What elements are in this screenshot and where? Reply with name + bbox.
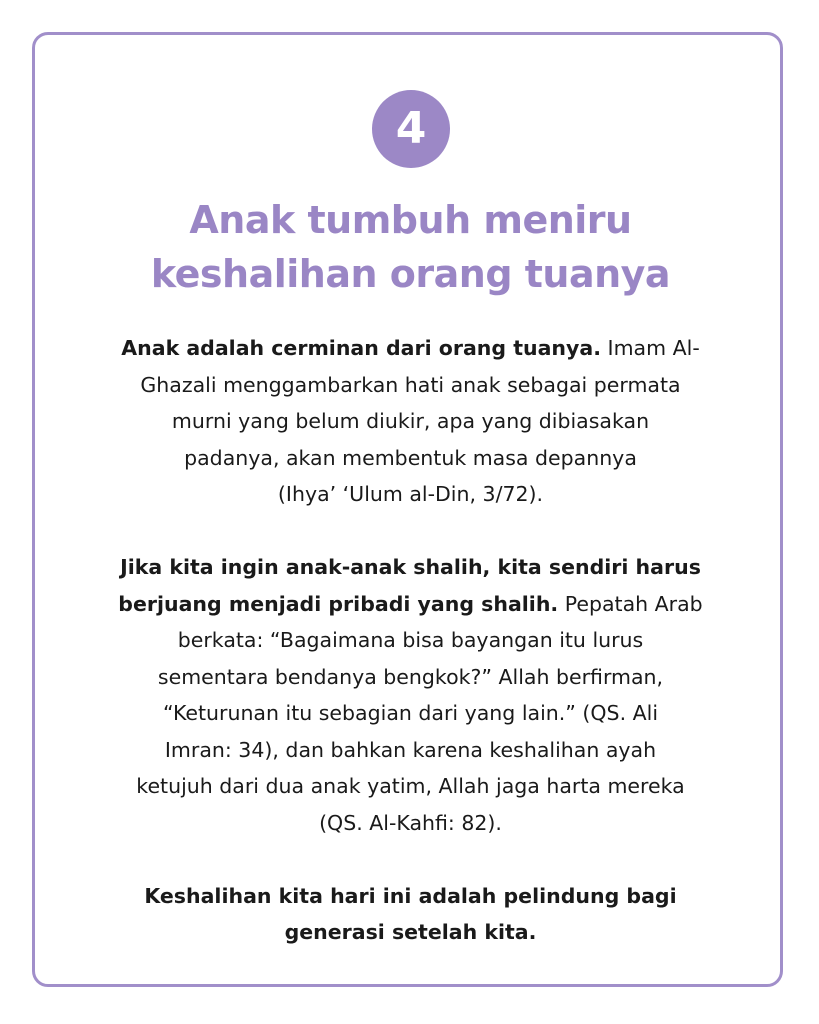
paragraph-2-line-1: Jika kita ingin anak-anak shalih, kita sendiri harus [120,555,701,579]
paragraph-2-line-6: Imran: 34), dan bahkan karena keshalihan ayah [164,737,657,762]
paragraph-1-line-5: (Ihya’ ‘Ulum al-Din, 3/72). [277,482,544,506]
paragraph-1-line-4: padanya, akan membentuk masa depannya [184,445,637,470]
title-line-1: Anak tumbuh meniru [189,198,632,242]
paragraph-1-line-1-rest: Imam Al- [601,336,700,360]
paragraph-1-line-2: Ghazali menggambarkan hati anak sebagai permata [140,372,681,397]
page-title [35,193,786,301]
paragraph-1-line-1 [55,330,766,367]
paragraph-2 [55,549,766,841]
paragraph-1-emphasis: Anak adalah cerminan dari orang tuanya. [121,336,602,360]
body-text [55,330,766,951]
paragraph-2-line-7: ketujuh dari dua anak yatim, Allah jaga harta mereka [136,774,685,798]
paragraph-2-emphasis: berjuang menjadi pribadi yang shalih. [118,591,559,616]
paragraph-3-line-1: Keshalihan kita hari ini adalah pelindung bagi [144,883,677,908]
paragraph-3-line-2: generasi setelah kita. [284,920,537,944]
content-card [32,32,783,987]
paragraph-2-line-5: “Keturunan itu sebagian dari yang lain.” (QS. Ali [162,701,659,725]
paragraph-1 [55,330,766,513]
title-line-2: keshalihan orang tuanya [150,252,671,296]
paragraph-2-line-2 [55,586,766,623]
paragraph-2-line-8: (QS. Al-Kahfi: 82). [319,810,502,835]
paragraph-3 [55,878,766,951]
paragraph-2-line-3: berkata: “Bagaimana bisa bayangan itu lurus [177,628,644,652]
step-number-badge: 4 [372,90,450,168]
paragraph-2-line-4: sementara bendanya bengkok?” Allah berfirman, [157,664,664,689]
paragraph-1-line-3: murni yang belum diukir, apa yang dibiasakan [171,409,650,433]
paragraph-2-line-2-rest: Pepatah Arab [558,591,703,616]
